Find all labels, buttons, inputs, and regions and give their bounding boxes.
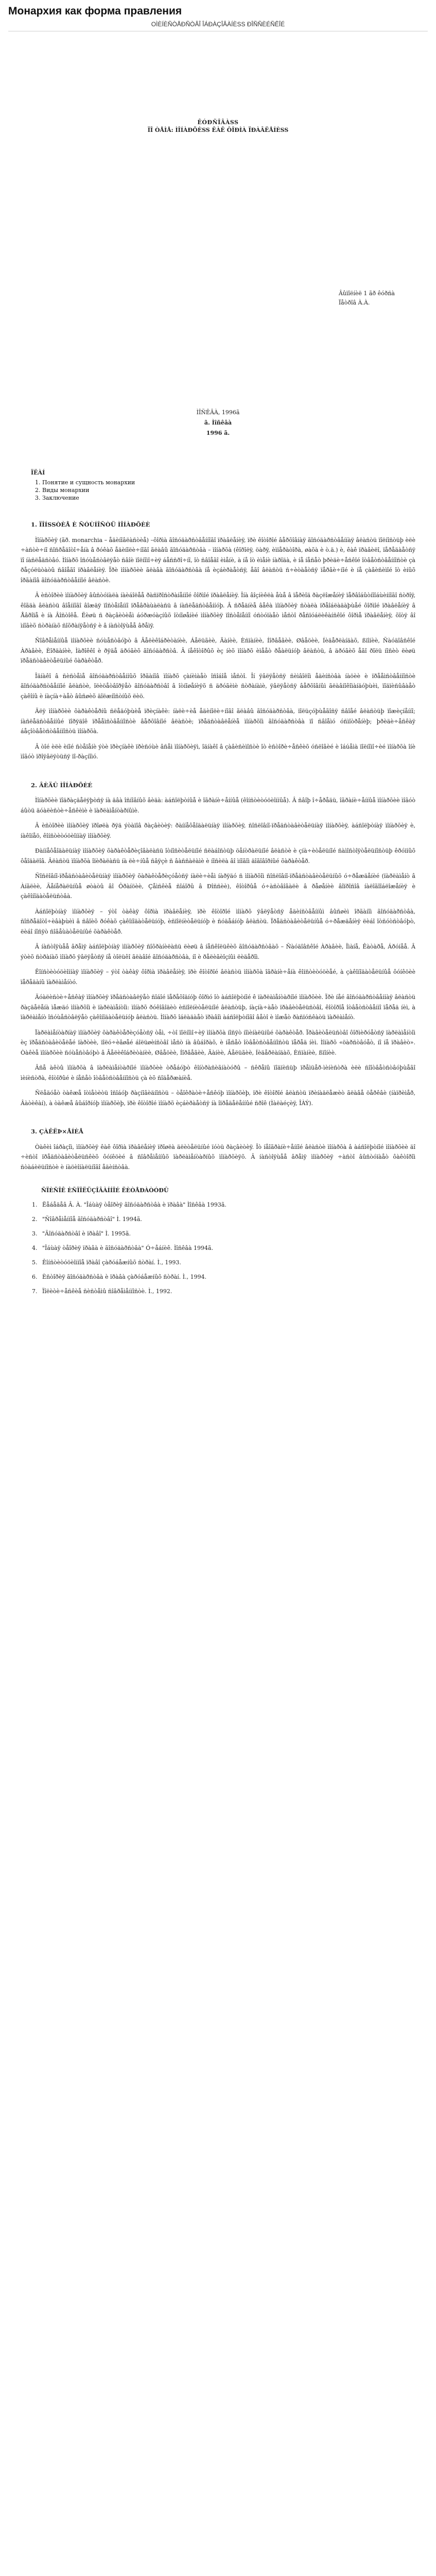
city-year-block: [0, 408, 436, 438]
topic-line: ÏÎ ÒÅÌÅ: ÌÎÍÀÐÕÈSS ÊÀÊ ÔÎÐÌÀ ÏÐÀÂËÅÍÈSS: [147, 127, 289, 133]
references-list: [21, 1200, 415, 1297]
work-type-label: ÊÓÐÑÎÂÀSS: [197, 119, 239, 126]
toc-item: 1. Понятие и сущность монархии: [42, 479, 405, 486]
year-label: 1996 ã.: [206, 430, 230, 436]
reference-item: 3. "Ãîñóäàðñòâî è ïðàâî" Ì. 1995ã.: [39, 1229, 415, 1239]
document-title: Монархия как форма правления: [8, 5, 182, 17]
section-heading: 2. ÂÈÄÛ ÌÎÍÀÐÕÈÉ: [31, 781, 93, 789]
body-paragraph: Âñå àêòû ìîíàðõà â ïàðëàìåíòàðíîé ìîíàðõèè òðåáóþò êîíòðàñèãíàòóðû – ñêðåïû ïîäïèñüþ ïðåìüåð-ìèíèñòðà èëè ñîîòâåòñòâóþùåãî ìèíèñòðà, êîòîðûé è íåñåò îòâåòñòâåííîñòü çà èõ ñîäåðæàíèå.: [21, 1064, 415, 1081]
section-heading: 3. ÇÀÊËÞ×ÅÍÈÅ: [31, 1128, 83, 1135]
author-block: [339, 289, 395, 308]
toc-heading: ÏËÀÍ: [31, 469, 45, 476]
body-paragraph: Äóàëèñòè÷åñêàÿ ìîíàðõèÿ ïðåäñòàâëÿåò ñîáîé ïåðåõîäíóþ ôîðìó îò àáñîëþòíîé ê ïàðëàìåíòàðíîé ìîíàðõèè. Ïðè íåé ãîñóäàðñòâåííàÿ âëàñòü ðàçäåëåíà ìåæäó ìîíàðõîì è ïàðëàìåíòîì: ìîíàðõ ðóêîâîäèò èñïîëíèòåëüíîé âëàñòüþ, íàçíà÷àåò ïðàâèòåëüñòâî, êîòîðîå îòâåòñòâåííî ïåðåä íèì, à ïàðëàìåíò îñóùåñòâëÿåò çàêîíîäàòåëüíóþ âëàñòü. Ìîíàðõ îáëàäàåò ïðàâîì àáñîëþòíîãî âåòî è ìîæåò ðàñïóñêàòü ïàðëàìåíò.: [21, 994, 415, 1021]
ministry-heading: ОÌÈÍÈÑÒÅÐÑÒÂÎ ÎÁÐÀÇÎÂÀÍÈSS ÐÎÑÑÈÉÑÊÎÉ: [151, 21, 285, 28]
body-paragraph: Ñëåäóåò òàêæå îòìåòèòü îñîáóþ ðàçíîâèäíîñòü – òåîêðàòè÷åñêóþ ìîíàðõèþ, ïðè êîòîðîé âëàñòü ïðèíàäëåæèò ãëàâå öåðêâè (íàïðèìåð, Âàòèêàí), à òàêæå âûáîðíóþ ìîíàðõèþ, ïðè êîòîðîé ìîíàðõ èçáèðàåòñÿ íà îïðåäåëåííûé ñðîê (Ìàëàéçèÿ, ÎÀÝ).: [21, 1090, 415, 1107]
body-paragraph: Êîíñòèòóöèîííàÿ ìîíàðõèÿ – ýòî òàêàÿ ôîðìà ïðàâëåíèÿ, ïðè êîòîðîé âëàñòü ìîíàðõà îãðàíè÷åíà êîíñòèòóöèåé, à çàêîíîäàòåëüíûå ôóíêöèè ïåðåäàíû ïàðëàìåíòó.: [21, 969, 415, 986]
author-name: Ïåòðîâ À.À.: [338, 299, 370, 306]
author-label: Âûïîëíèë 1 ãð êóðñà: [338, 290, 395, 297]
body-paragraph: Òàêèì îáðàçîì, ìîíàðõèÿ êàê ôîðìà ïðàâëåíèÿ ïðîøëà äëèòåëüíûé ïóòü ðàçâèòèÿ. Îò íåîãðàíè÷åííîé âëàñòè ìîíàðõà â àáñîëþòíîé ìîíàðõèè äî ÷èñòî ïðåäñòàâèòåëüñêèõ ôóíêöèé â ñîâðåìåííûõ ïàðëàìåíòàðíûõ ìîíàðõèÿõ. Â íàñòîÿùåå âðåìÿ ìîíàðõèÿ ÷àñòî âûñòóïàåò ôàêòîðîì ñòàáèëüíîñòè è íàöèîíàëüíîãî åäèíñòâà.: [21, 1143, 415, 1171]
course-work-block: [0, 119, 436, 133]
body-paragraph: Äëÿ ìîíàðõèè õàðàêòåðíû ñëåäóþùèå ïðèçíàêè: íàëè÷èå åäèíîëè÷íîãî ãëàâû ãîñóäàðñòâà, ïîëüçóþùåãîñÿ ñâîåé âëàñòüþ ïîæèçíåííî; íàñëåäñòâåííûé ïîðÿäîê ïðååìñòâåííîñòè âåðõîâíîé âëàñòè; ïðåäñòàâëåíèå ìîíàðõîì ãîñóäàðñòâà ïî ñâîåìó óñìîòðåíèþ; þðèäè÷åñêàÿ áåçîòâåòñòâåííîñòü ìîíàðõà.: [21, 708, 415, 735]
toc-item: 3. Заключение: [42, 495, 405, 501]
body-paragraph: Ìîíàðõèÿ (ãð. monarchia – åäèíîâëàñòèå) –ôîðìà ãîñóäàðñòâåííîãî ïðàâëåíèÿ, ïðè êîòîðîé âåðõîâíàÿ ãîñóäàðñòâåííàÿ âëàñòü ïîëíîñòüþ èëè ÷àñòè÷íî ñîñðåäîòî÷åíà â ðóêàõ åäèíîëè÷íîãî ãëàâû ãîñóäàðñòâà – ìîíàðõà (êîðîëÿ, öàðÿ, èìïåðàòîðà, øàõà è ò.ä.) è, êàê ïðàâèëî, ïåðåäàåòñÿ ïî íàñëåäñòâó. Ìîíàðõ îñóùåñòâëÿåò ñâîè ïîëíîìî÷èÿ áåññðî÷íî, îò ñâîåãî èìåíè, à íå îò èìåíè íàðîäà, è íå íåñåò þðèäè÷åñêîé îòâåòñòâåííîñòè çà ðåçóëüòàòû ñâîåãî ïðàâëåíèÿ. Ïðè ìîíàðõèè ãëàâà ãîñóäàðñòâà íå èçáèðàåòñÿ, åãî âëàñòü ñ÷èòàåòñÿ ïåðâè÷íîé è íå çàâèñèìîé îò èíûõ îðãàíîâ ãîñóäàðñòâåííîé âëàñòè.: [21, 536, 415, 584]
body-paragraph: Àáñîëþòíàÿ ìîíàðõèÿ – ýòî òàêàÿ ôîðìà ïðàâëåíèÿ, ïðè êîòîðîé ìîíàðõ ÿâëÿåòñÿ åäèíñòâåííûì âûñøèì îðãàíîì ãîñóäàðñòâà, ñîñðåäîòî÷èâàþùèì â ñâîèõ ðóêàõ çàêîíîäàòåëüíóþ, èñïîëíèòåëüíóþ è ñóäåáíóþ âëàñòü. Ïðåäñòàâèòåëüíûå ó÷ðåæäåíèÿ ëèáî îòñóòñòâóþò, ëèáî íîñÿò ñîâåùàòåëüíûé õàðàêòåð.: [21, 908, 415, 935]
body-paragraph: Îäíàêî â ñèñòåìå ãîñóäàðñòâåííûõ îðãàíîâ ìîíàðõ çàíèìàåò îñîáîå ìåñòî. Îí ÿâëÿåòñÿ ñèìâîëîì åäèíñòâà íàöèè è ïðååìñòâåííîñòè ãîñóäàðñòâåííîé âëàñòè, îëèöåòâîðÿåò ãîñóäàðñòâî â îòíîøåíèÿõ ñ äðóãèìè ñòðàíàìè, ÿâëÿåòñÿ âåðõîâíûì ãëàâíîêîìàíäóþùèì, ïîäïèñûâàåò çàêîíû è íàçíà÷àåò âûñøèõ äîëæíîñòíûõ ëèö.: [21, 672, 415, 700]
body-paragraph: Ðàííåôåîäàëüíàÿ ìîíàðõèÿ õàðàêòåðèçîâàëàñü îòíîñèòåëüíîé ñëàáîñòüþ öåíòðàëüíîé âëàñòè è çíà÷èòåëüíîé ñàìîñòîÿòåëüíîñòüþ êðóïíûõ ôåîäàëîâ. Âëàñòü ìîíàðõà îïèðàëàñü íà ëè÷íûå ñâÿçè ñ âàññàëàìè è íîñèëà âî ìíîãîì äîãîâîðíûé õàðàêòåð.: [21, 848, 415, 865]
reference-item: 1. Ëåáåäåâ Â. À. "Îáùàÿ òåîðèÿ ãîñóäàðñòâà è ïðàâà" Ìîñêâà 1993ã.: [39, 1200, 415, 1210]
reference-item: 6. Èñòîðèÿ ãîñóäàðñòâà è ïðàâà çàðóáåæíûõ ñòðàí. Ì., 1994.: [39, 1272, 415, 1282]
reference-item: 2. "Ñîâðåìåííîå ãîñóäàðñòâî" Ì. 1994ã.: [39, 1214, 415, 1225]
reference-item: 7. Ïîëèòè÷åñêèå ñèñòåìû ñîâðåìåííîñòè. Ì., 1992.: [39, 1286, 415, 1297]
document-body: [0, 520, 436, 1172]
body-paragraph: Â èñòîðèè ìîíàðõèÿ âûñòóïàëà íàèáîëåå ðàñïðîñòðàíåííîé ôîðìîé ïðàâëåíèÿ. Îíà âîçíèêëà åùå â ïåðèîä ðàçëîæåíèÿ ïåðâîáûòíîîáùèííîãî ñòðîÿ, êîãäà âëàñòü âîåííîãî âîæäÿ ïîñòåïåííî ïðåâðàùàëàñü â íàñëåäñòâåííóþ. Â ñðåäíèå âåêà ìîíàðõèÿ ñòàëà ïðåîáëàäàþùåé ôîðìîé ïðàâëåíèÿ â Åâðîïå è íà Âîñòîêå. Ëèøü ñ ðàçâèòèåì áóðæóàçíûõ îòíîøåíèé ìîíàðõèÿ ïîñòåïåííî óñòóïàåò ìåñòî ðåñïóáëèêàíñêîé ôîðìå ïðàâëåíèÿ, õîòÿ âî ìíîãèõ ñòðàíàõ ñîõðàíÿåòñÿ è â íàñòîÿùåå âðåìÿ.: [21, 592, 415, 629]
body-paragraph: Â òîé èëè èíîé ñòåïåíè ýòè ïðèçíàêè ïðèñóùè âñåì ìîíàðõèÿì, îäíàêî â çàâèñèìîñòè îò èñòîðè÷åñêèõ óñëîâèé è îáúåìà ïîëíîìî÷èé ìîíàðõà îíè ìîãóò ïðîÿâëÿòüñÿ ïî-ðàçíîìó.: [21, 743, 415, 760]
body-paragraph: Ìîíàðõèè ïîäðàçäåëÿþòñÿ íà äâà îñíîâíûõ âèäà: àáñîëþòíûå è îãðàíè÷åííûå (êîíñòèòóöèîííûå). Â ñâîþ î÷åðåäü, îãðàíè÷åííûå ìîíàðõèè ìîãóò áûòü äóàëèñòè÷åñêèìè è ïàðëàìåíòàðíûìè.: [21, 797, 415, 814]
references-section: [0, 1185, 436, 1297]
toc-item: 2. Виды монархии: [42, 487, 405, 494]
reference-item: 5. Êîíñòèòóöèîííîå ïðàâî çàðóáåæíûõ ñòðàí. Ì., 1993.: [39, 1258, 415, 1268]
body-paragraph: Â íàñòîÿùåå âðåìÿ àáñîëþòíàÿ ìîíàðõèÿ ñîõðàíèëàñü ëèøü â íåñêîëüêèõ ãîñóäàðñòâàõ – Ñàóäîâñêîé Àðàâèè, Îìàíå, Êàòàðå, Áðóíåå. Â ýòèõ ñòðàíàõ ìîíàðõ ÿâëÿåòñÿ íå òîëüêî ãëàâîé ãîñóäàðñòâà, íî è ðåëèãèîçíûì ëèäåðîì.: [21, 943, 415, 960]
section-heading: 1. ÏÎÍSSÒÈÅ È ÑÓÙÍÎÑÒÜ ÌÎÍÀÐÕÈÈ: [31, 521, 150, 528]
cover-page: [0, 119, 436, 541]
city-line: ÌÎÑÊÂÀ, 1996ã: [196, 409, 240, 416]
reference-item: 4. "Îáùàÿ òåîðèÿ ïðàâà è ãîñóäàðñòâà" Ó÷åáíèê. Ìîñêâà 1994ã.: [39, 1243, 415, 1253]
references-heading: ÑÏÈÑÎÊ ÈÑÏÎËÜÇÎÂÀÍÍÎÉ ËÈÒÅÐÀÒÓÐÛ: [41, 1187, 169, 1194]
body-paragraph: Ñîñëîâíî-ïðåäñòàâèòåëüíàÿ ìîíàðõèÿ õàðàêòåðèçóåòñÿ íàëè÷èåì íàðÿäó ñ ìîíàðõîì ñîñëîâíî-ïðåäñòàâèòåëüíûõ ó÷ðåæäåíèé (ïàðëàìåíò â Àíãëèè, Ãåíåðàëüíûå øòàòû âî Ôðàíöèè, Çåìñêèå ñîáîðû â Ðîññèè), êîòîðûå ó÷àñòâîâàëè â ðåøåíèè âîïðîñîâ íàëîãîîáëîæåíèÿ è çàêîíîäàòåëüñòâà.: [21, 873, 415, 900]
body-paragraph: Ïàðëàìåíòàðíàÿ ìîíàðõèÿ õàðàêòåðèçóåòñÿ òåì, ÷òî ïîëíîìî÷èÿ ìîíàðõà íîñÿò íîìèíàëüíûé õàðàêòåð. Ïðàâèòåëüñòâî ôîðìèðóåòñÿ ïàðëàìåíòîì èç ïðåäñòàâèòåëåé ïàðòèè, ïîëó÷èâøåé áîëüøèíñòâî ìåñò íà âûáîðàõ, è íåñåò îòâåòñòâåííîñòü ïåðåä íèì. Ìîíàðõ «öàðñòâóåò, íî íå ïðàâèò». Òàêèå ìîíàðõèè ñóùåñòâóþò â Âåëèêîáðèòàíèè, Øâåöèè, Íîðâåãèè, Äàíèè, Áåëüãèè, Íèäåðëàíäàõ, Èñïàíèè, ßïîíèè.: [21, 1029, 415, 1056]
body-paragraph: Â èñòîðèè ìîíàðõèÿ ïðîøëà ðÿä ýòàïîâ ðàçâèòèÿ: ðàííåôåîäàëüíàÿ ìîíàðõèÿ, ñîñëîâíî-ïðåäñòàâèòåëüíàÿ ìîíàðõèÿ, àáñîëþòíàÿ ìîíàðõèÿ è, íàêîíåö, êîíñòèòóöèîííàÿ ìîíàðõèÿ.: [21, 822, 415, 839]
city-label: ã. Ìîñêâà: [204, 419, 232, 426]
body-paragraph: Ñîâðåìåííûå ìîíàðõèè ñóùåñòâóþò â Âåëèêîáðèòàíèè, Áåëüãèè, Äàíèè, Èñïàíèè, Íîðâåãèè, Øâåöèè, Íèäåðëàíäàõ, ßïîíèè, Ñàóäîâñêîé Àðàâèè, Èîðäàíèè, Ìàðîêêî è ðÿäå äðóãèõ ãîñóäàðñòâ. Â íåêîòîðûõ èç íèõ ìîíàðõ èìååò ðåàëüíóþ âëàñòü, â äðóãèõ åãî ðîëü íîñèò ëèøü ïðåäñòàâèòåëüíûé õàðàêòåð.: [21, 637, 415, 664]
title-bar: [0, 0, 436, 28]
